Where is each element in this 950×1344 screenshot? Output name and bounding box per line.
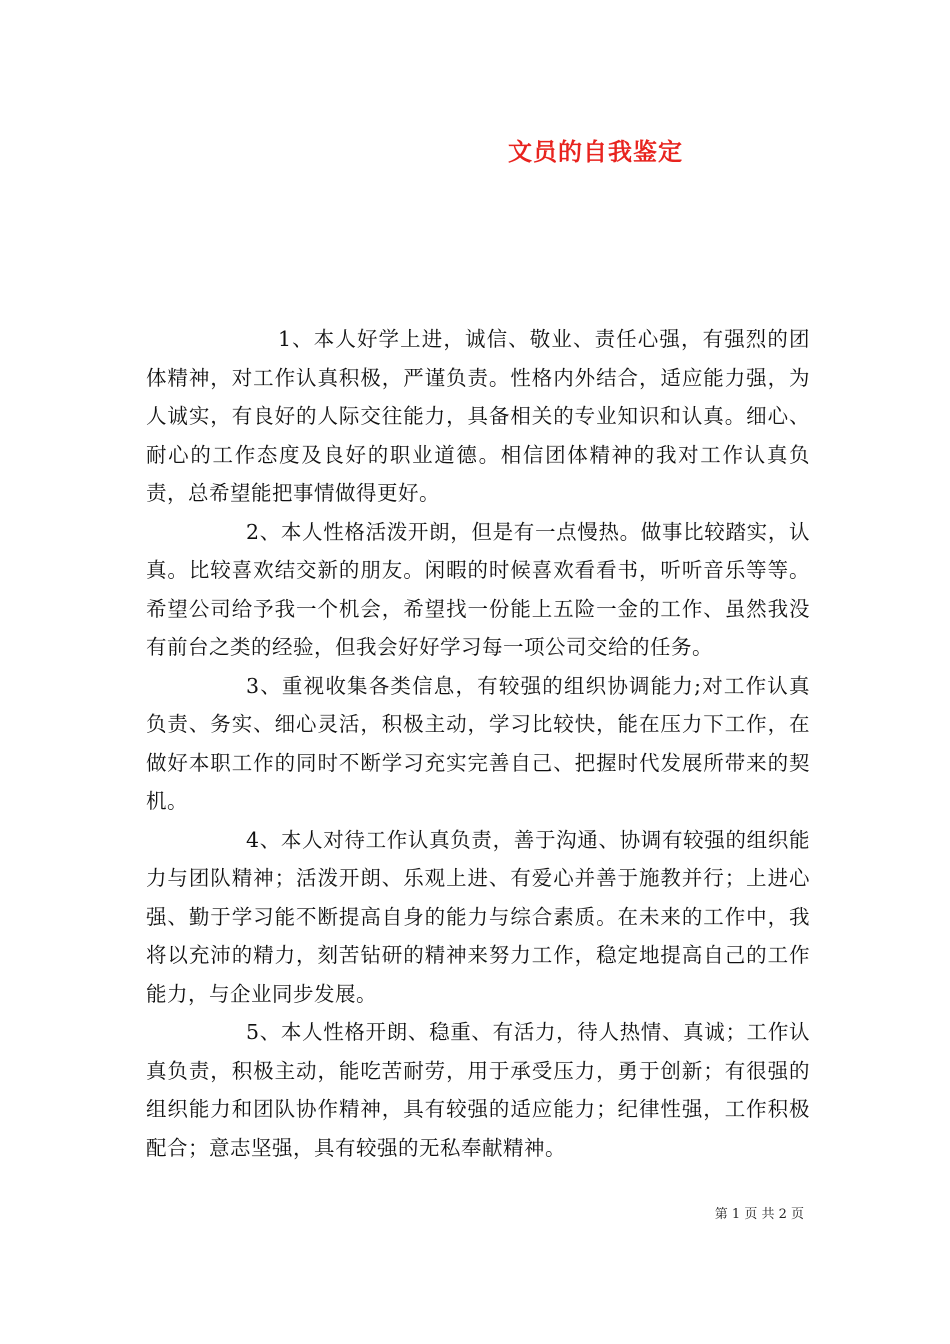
paragraph-5: 5、本人性格开朗、稳重、有活力，待人热情、真诚；工作认真负责，积极主动，能吃苦耐劳，用于承受压力，勇于创新；有很强的组织能力和团队协作精神，具有较强的适应能力；纪律性强，工作积极配合；意志坚强，具有较强的无私奉献精神。	[146, 1020, 810, 1160]
paragraph-4: 4、本人对待工作认真负责，善于沟通、协调有较强的组织能力与团队精神；活泼开朗、乐观上进、有爱心并善于施教并行；上进心强、勤于学习能不断提高自身的能力与综合素质。在未来的工作中，我将以充沛的精力，刻苦钻研的精神来努力工作，稳定地提高自己的工作能力，与企业同步发展。	[146, 827, 810, 1006]
page-number-footer: 第 1 页 共 2 页	[714, 1207, 804, 1222]
document-body	[146, 320, 810, 1167]
paragraph-1: 1、本人好学上进，诚信、敬业、责任心强，有强烈的团体精神，对工作认真积极，严谨负责。性格内外结合，适应能力强，为人诚实，有良好的人际交往能力，具备相关的专业知识和认真。细心、耐心的工作态度及良好的职业道德。相信团体精神的我对工作认真负责，总希望能把事情做得更好。	[146, 327, 810, 505]
paragraph-3: 3、重视收集各类信息，有较强的组织协调能力;对工作认真负责、务实、细心灵活，积极主动，学习比较快，能在压力下工作，在做好本职工作的同时不断学习充实完善自己、把握时代发展所带来的契机。	[146, 673, 810, 813]
paragraph-2: 2、本人性格活泼开朗，但是有一点慢热。做事比较踏实，认真。比较喜欢结交新的朋友。闲暇的时候喜欢看看书，听听音乐等等。希望公司给予我一个机会，希望找一份能上五险一金的工作、虽然我没有前台之类的经验，但我会好好学习每一项公司交给的任务。	[146, 519, 810, 659]
document-title: 文员的自我鉴定	[508, 137, 683, 166]
